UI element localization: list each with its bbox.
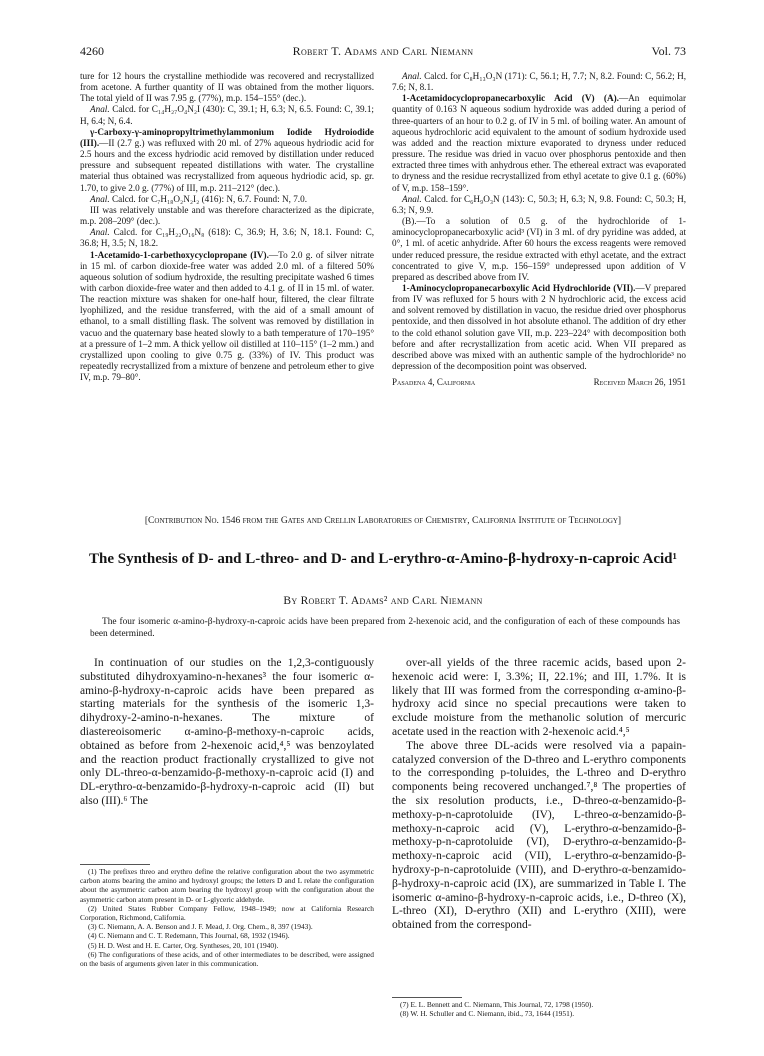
analysis-paragraph: Anal. Calcd. for C₈H₁₃O₃N (171): C, 56.1; H, 7.7; N, 8.2. Found: C, 56.2; H, 7.6; N, 8.1. [392,71,687,93]
analysis-paragraph: Anal. Calcd. for C₆H₉O₃N (143): C, 50.3; H, 6.3; N, 9.8. Found: C, 50.3; H, 6.3; N, 9.9. [392,193,687,215]
received-date: Received March 26, 1951 [593,377,686,388]
footnote: (5) H. D. West and H. E. Carter, Org. Syntheses, 20, 101 (1940). [88,940,279,950]
footnotes-right [392,1000,686,1018]
volume-label: Vol. 73 [651,44,686,58]
footnote: (2) United States Rubber Company Fellow, 1948–1949; now at California Research Corporation, Richmond, California. [80,903,374,923]
compound-heading: 1-Aminocyclopropanecarboxylic Acid Hydrochloride (VII). [402,282,636,293]
page-number: 4260 [80,44,104,58]
paragraph: III was relatively unstable and was therefore characterized as the dipicrate, m.p. 208–209° (dec.). [80,204,374,227]
footnote: (3) C. Niemann, A. A. Benson and J. F. Mead, J. Org. Chem., 8, 397 (1943). [88,922,313,932]
footnote: (7) E. L. Bennett and C. Niemann, This Journal, 72, 1798 (1950). [400,1000,594,1009]
footnote-rule [392,997,462,998]
signature-line [392,377,686,388]
signature-place: Pasadena 4, California [392,377,476,388]
contribution-note: [Contribution No. 1546 from the Gates and Crellin Laboratories of Chemistry, California Institute of Technology] [144,516,622,526]
footnotes-left [80,867,374,968]
footnote: (1) The prefixes threo and erythro define the relative configuration about the two asymmetric carbon atoms bearing the amino and hydroxyl groups; the letters D and L relate the configuration about the asymmetric carbon atom bearing the hydroxyl group with the configuration about the asymmetric carbon atom present in D- or L-glyceric aldehyde. [80,867,374,904]
abstract: The four isomeric α-amino-β-hydroxy-n-caproic acids have been prepared from 2-hexenoic acid, and the configuration of each of these compounds has been determined. [90,617,680,639]
compound-paragraph: 1-Acetamidocyclopropanecarboxylic Acid (V) (A).—An equimolar quantity of 0.163 N aqueous sodium hydroxide was added during a period of three-quarters of an hour to 0.2 g. of IV in 5 ml. of boiling water. An amount of aqueous hydrochloric acid equivalent to the amount of sodium hydroxide used was added and the reaction mixture evaporated to dryness under reduced pressure. The residue was dried in vacuo over phosphorus pentoxide and then extracted three times with anhydrous ether. The ethereal extract was evaporated to dryness and the residue recrystallized from ethyl acetate to give 0.1 g. (60%) of V, m.p. 158–159°. [392,93,687,193]
page-header [80,44,686,60]
body-paragraph: In continuation of our studies on the 1,2,3-contiguously substituted dihydroxyamino-n-hexanes³ the four isomeric α-amino-β-hydroxy-n-caproic acids have been prepared as starting materials for the synthesis of the isomeric 1,3-dihydroxy-2-amino-n-hexanes. The mixture of diastereoisomeric α-amino-β-methoxy-n-caproic acids, obtained as before from 2-hexenoic acid,⁴,⁵ was benzoylated and the reaction product fractionally crystallized to give not only DL-threo-α-benzamido-β-methoxy-n-caproic acid (I) and DL-erythro-α-benzamido-β-hydroxy-n-caproic acid (II) but also (III).⁶ The [80,657,374,807]
analysis-paragraph: Anal. Calcd. for C₁₉H₂₂O₁₆N₈ (618): C, 36.9; H, 3.6; N, 18.1. Found: C, 36.8; H, 3.5; N, 18.2. [80,227,375,249]
experimental-column-right [392,71,686,388]
experimental-column-left [80,71,374,383]
footnote: (8) W. H. Schuller and C. Niemann, ibid., 73, 1644 (1951). [400,1009,575,1019]
analysis-paragraph: Anal. Calcd. for C₇H₁₈O₂N₂I₂ (416): N, 6.7. Found: N, 7.0. [90,193,307,204]
compound-heading: 1-Acetamido-1-carbethoxycyclopropane (IV). [90,249,269,260]
compound-paragraph: γ-Carboxy-γ-aminopropyltrimethylammonium Iodide Hydroiodide (III).—II (2.7 g.) was refluxed with 20 ml. of 27% aqueous hydriodic acid for 2.5 hours and the excess hydriodic acid removed by distillation under reduced pressure and subsequent repeated distillations with water. The crystalline material thus obtained was recrystallized from aqueous hydriodic acid, sp. gr. 1.70, to give 2.0 g. (77%) of III, m.p. 211–212° (dec.). [80,126,374,193]
compound-paragraph: 1-Aminocyclopropanecarboxylic Acid Hydrochloride (VII).—V prepared from IV was refluxed for 5 hours with 2 N hydrochloric acid, the excess acid and solvent removed by distillation in vacuo, the residue dried over phosphorus pentoxide, and then dissolved in hot absolute ethanol. The addition of dry ether to the cold ethanol solution gave VII, m.p. 223–224° with decomposition both before and after recrystallization from acetic acid. When VII prepared as described above was mixed with an authentic sample of the hydrochloride³ no depression of the decomposition point was observed. [392,282,686,372]
article-authors: By Robert T. Adams² and Carl Niemann [283,595,483,607]
body-paragraph: over-all yields of the three racemic acids, based upon 2-hexenoic acid were: I, 3.3%; II, 22.1%; and III, 1.7%. It is likely that III was formed from the corresponding α-amino-β-hydroxy acid since no special precautions were taken to exclude moisture from the methanolic solution of mercuric acetate used in the reaction with 2-hexenoic acid.⁴,⁵ [392,657,686,738]
body-paragraph: The above three DL-acids were resolved via a papain-catalyzed conversion of the D-threo and L-erythro components to the corresponding p-toluides, the L-threo and D-erythro components being recovered unchanged.⁷,⁸ The properties of the six resolution products, i.e., D-threo-α-benzamido-β-methoxy-p-n-caprotoluide (IV), L-threo-α-benzamido-β-methoxy-n-caproic acid (V), L-erythro-α-benzamido-β-methoxy-p-n-caprotoluide (VI), D-erythro-α-benzamido-β-methoxy-n-caproic acid (VII), L-erythro-α-benzamido-β-hydroxy-p-n-caprotoluide (VIII), and D-erythro-α-benzamido-β-hydroxy-n-caproic acid (IX), are summarized in Table I. The isomeric α-amino-β-hydroxy-n-caproic acids, i.e., D-threo (X), L-threo (XI), D-erythro (XII) and L-erythro (XIII), were obtained from the correspond- [392,739,686,932]
footnote: (6) The configurations of these acids, and of other intermediates to be described, were assigned on the basis of arguments given later in this communication. [80,949,374,969]
analysis-paragraph: Anal. Calcd. for C₁₄H₂₇O₄N₂I (430): C, 39.1; H, 6.3; N, 6.5. Found: C, 39.1; H, 6.4; N, 6.4. [80,104,374,126]
paragraph: ture for 12 hours the crystalline methiodide was recovered and recrystallized from acetone. A further quantity of II was obtained from the mother liquors. The total yield of II was 7.95 g. (77%), m.p. 154–155° (dec.). [80,71,374,104]
body-column-right [392,657,686,933]
paragraph: (B).—To a solution of 0.5 g. of the hydrochloride of 1-aminocyclopropanecarboxylic acid³ (VI) in 3 ml. of dry pyridine was added, at 0°, 1 ml. of acetic anhydride. After 60 hours the excess reagents were removed under reduced pressure, the residue extracted with ethyl acetate, and the extract concentrated to give V, m.p. 156–159° undepressed upon addition of V prepared as described above from IV. [392,216,686,282]
compound-heading: 1-Acetamidocyclopropanecarboxylic Acid (V) (A). [402,93,619,104]
footnote-rule [80,864,150,865]
running-head: Robert T. Adams and Carl Niemann [292,44,474,58]
body-column-left [80,657,374,809]
footnote: (4) C. Niemann and C. T. Redemann, This Journal, 68, 1932 (1946). [88,931,290,941]
compound-paragraph: 1-Acetamido-1-carbethoxycyclopropane (IV).—To 2.0 g. of silver nitrate in 15 ml. of carbon dioxide-free water was added 2.0 ml. of a filtered 50% aqueous solution of sodium hydroxide, the resulting precipitate washed 6 times with carbon dioxide-free water and then added to 4.1 g. of II in 15 ml. of water. The reaction mixture was shaken for one-half hour, filtered, the clear filtrate lyophilized, and the residue transferred, with the aid of a small amount of ethanol, to a small distilling flask. The solvent was removed by distillation in vacuo and the quaternary base heated slowly to a bath temperature of 170–195° at a pressure of 1–2 mm. A thick yellow oil distilled at 110–115° (1–2 mm.) and crystallized upon cooling to give 0.75 g. (33%) of IV. This product was repeatedly recrystallized from a mixture of benzene and petroleum ether to give IV, m.p. 79–80°. [80,249,374,383]
article-title: The Synthesis of D- and L-threo- and D- and L-erythro-α-Amino-β-hydroxy-n-caproic Acid¹ [88,551,678,567]
compound-heading: γ-Carboxy-γ-aminopropyltrimethylammonium Iodide Hydroiodide (III). [80,126,374,148]
